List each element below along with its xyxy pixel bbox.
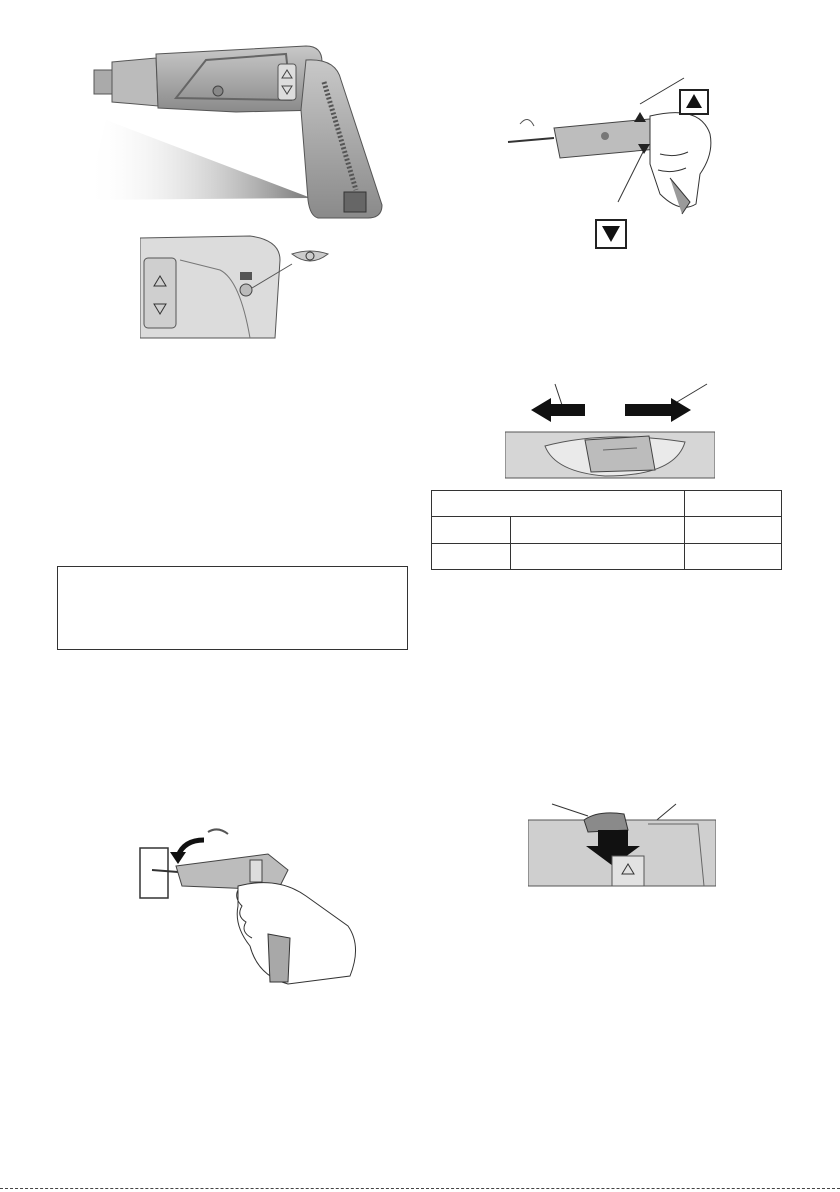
table-cell [685, 517, 782, 543]
note-box [57, 566, 408, 650]
table-cell [432, 491, 685, 517]
right-arrow-icon [625, 398, 691, 422]
fig-lock-button-press [528, 800, 716, 888]
light-button [240, 284, 252, 296]
fig-drill-with-light [86, 40, 386, 220]
mode-table [431, 490, 782, 570]
down-triangle-icon [596, 220, 626, 248]
workpiece [140, 848, 168, 898]
page-bottom-rule [0, 1188, 840, 1189]
fig-screwdriving-hand [138, 826, 363, 986]
up-triangle-icon [680, 90, 708, 114]
table-cell [511, 517, 685, 543]
rotation-arrow-icon [170, 852, 186, 864]
table-cell [685, 543, 782, 569]
light-beam [86, 120, 311, 200]
table-cell [511, 543, 685, 569]
fig-slide-switch [505, 380, 715, 480]
slide-switch-knob [585, 436, 655, 472]
table-row [432, 517, 782, 543]
table-row [432, 491, 782, 517]
table-cell [432, 517, 511, 543]
fig-light-button-detail [140, 230, 340, 340]
arrow-up-marker [634, 112, 646, 122]
table-cell [685, 491, 782, 517]
table-row [432, 543, 782, 569]
lock-button [584, 813, 628, 832]
fig-direction-buttons [500, 74, 740, 254]
left-arrow-icon [531, 398, 585, 422]
table-cell [432, 543, 511, 569]
